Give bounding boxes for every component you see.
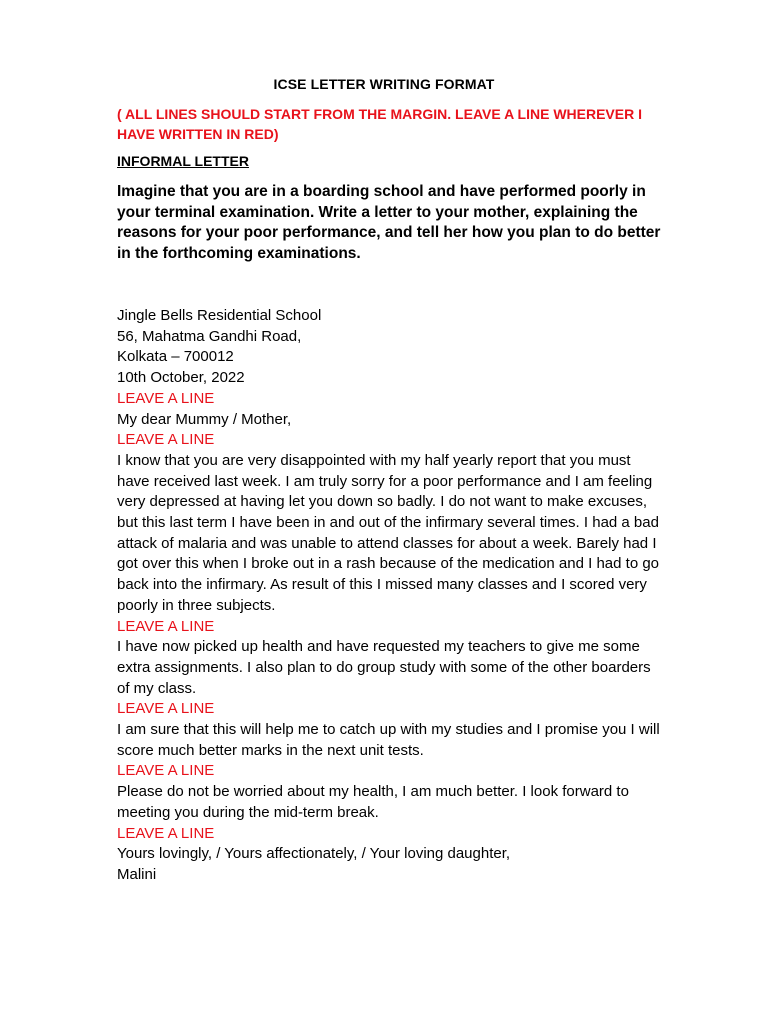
body-paragraph-4: Please do not be worried about my health, I am much better. I look forward to meeting you during the mid-term break. (117, 783, 629, 821)
leave-a-line-marker: LEAVE A LINE (117, 617, 215, 635)
question-prompt: Imagine that you are in a boarding school and have performed poorly in your terminal examination. Write a letter to your mother, explaining the reasons for your poor performance, and tell her how you plan to do better in the forthcoming examinations. (117, 183, 661, 262)
leave-a-line-marker: LEAVE A LINE (117, 389, 215, 407)
body-paragraph-2: I have now picked up health and have requested my teachers to give me some extra assignments. I also plan to do group study with some of the other boarders of my class. (117, 638, 651, 697)
leave-a-line-marker: LEAVE A LINE (117, 824, 215, 842)
complimentary-closing: Yours lovingly, / Yours affectionately, / Your loving daughter, (117, 845, 511, 863)
letter-type-heading: INFORMAL LETTER (117, 153, 249, 169)
body-paragraph-3: I am sure that this will help me to catch up with my studies and I promise you I will score much better marks in the next unit tests. (117, 721, 660, 759)
sender-school-name: Jingle Bells Residential School (117, 307, 322, 324)
salutation: My dear Mummy / Mother, (117, 410, 292, 428)
body-paragraph-1: I know that you are very disappointed with my half yearly report that you must have received last week. I am truly sorry for a poor performance and I am feeling very depressed at having let you down so badly. I do not want to make excuses, but this last term I have been in and out of the infirmary several times. I had a bad attack of malaria and was unable to attend classes for about a week. Barely had I got over this when I broke out in a rash because of the medication and I had to go back into the infirmary. As result of this I missed many classes and I scored very poorly in three subjects. (117, 451, 660, 614)
format-instructions: ( ALL LINES SHOULD START FROM THE MARGIN. LEAVE A LINE WHEREVER I HAVE WRITTEN IN RED) (117, 106, 642, 142)
sender-city-pincode: Kolkata – 700012 (117, 348, 234, 366)
signature-name: Malini (117, 865, 157, 883)
leave-a-line-marker: LEAVE A LINE (117, 700, 215, 718)
document-title: ICSE LETTER WRITING FORMAT (273, 76, 495, 92)
leave-a-line-marker: LEAVE A LINE (117, 762, 215, 780)
leave-a-line-marker: LEAVE A LINE (117, 431, 215, 449)
letter-date: 10th October, 2022 (117, 369, 245, 387)
letter-body (117, 306, 662, 886)
sender-street-address: 56, Mahatma Gandhi Road, (117, 327, 302, 345)
